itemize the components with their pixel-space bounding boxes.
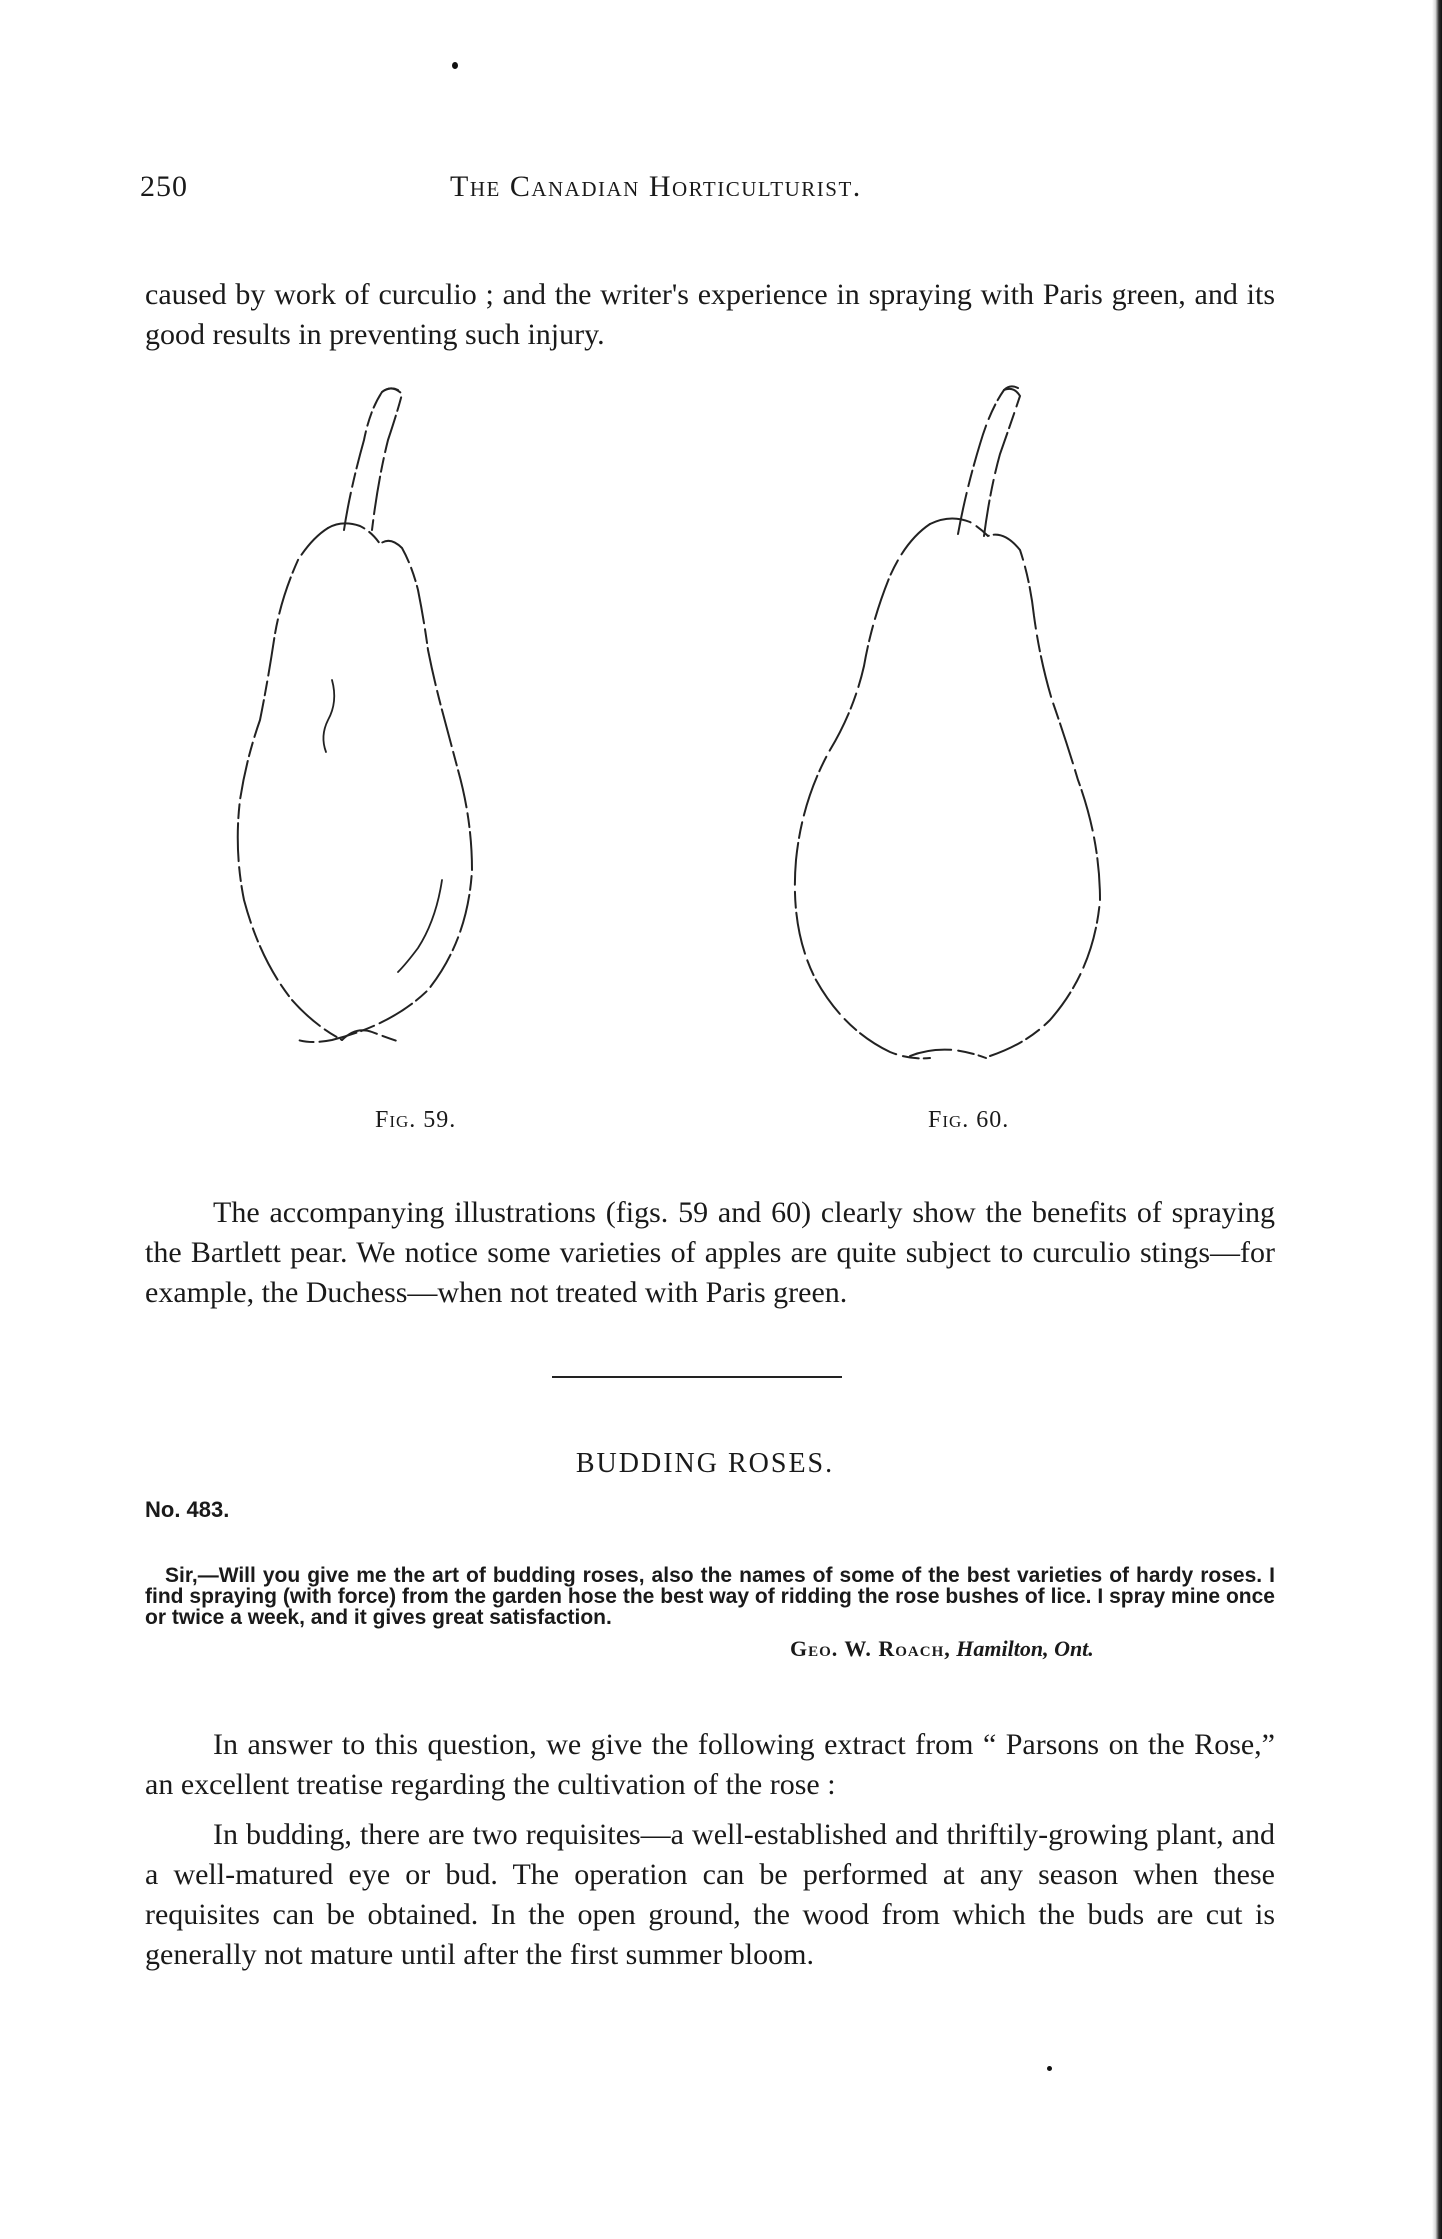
pear-figure-59 (232, 380, 632, 1080)
ink-speck (1047, 2066, 1052, 2071)
running-header (140, 170, 1270, 210)
figures-paragraph: The accompanying illustrations (figs. 59 and 60) clearly show the benefits of spraying the Bartlett pear. We notice some varieties of apples are quite subject to curculio stings—for example, the Duchess—when not treated with Paris green. (145, 1196, 1275, 1309)
figure-59-caption: Fig. 59. (375, 1107, 457, 1133)
section-title: BUDDING ROSES. (575, 1448, 835, 1479)
section-divider (552, 1376, 842, 1378)
running-title: The Canadian Horticulturist. (450, 170, 862, 203)
pear-figure-60 (760, 380, 1200, 1080)
signature-name: Geo. W. Roach, (790, 1636, 951, 1661)
letter-signature (790, 1636, 1094, 1662)
scan-binding-edge (1432, 0, 1442, 2239)
letter-number: No. 483. (145, 1497, 230, 1522)
figure-60-caption: Fig. 60. (928, 1107, 1010, 1133)
reader-letter: Sir,—Will you give me the art of budding roses, also the names of some of the best varieties of hardy roses. I find spraying (with force) from the garden hose the best way of ridding the rose bushes of lice. I spray mine once or twice a week, and it gives great satisfaction. (145, 1564, 1275, 1629)
signature-place: Hamilton, Ont. (956, 1636, 1094, 1661)
page-number: 250 (140, 170, 188, 203)
answer-paragraph: In answer to this question, we give the following extract from “ Parsons on the Rose,” an excellent treatise regarding the cultivation of the rose : (145, 1728, 1275, 1801)
intro-paragraph: caused by work of curculio ; and the writer's experience in spraying with Paris green, and its good results in preventing such injury. (145, 278, 1275, 351)
budding-paragraph: In budding, there are two requisites—a well-established and thriftily-growing plant, and a well-matured eye or bud. The operation can be performed at any season when these requisites can be obtained. In the open ground, the wood from which the buds are cut is generally not mature until after the first summer bloom. (145, 1818, 1275, 1971)
sprayed-pear-icon (760, 380, 1200, 1080)
curculio-damaged-pear-icon (232, 380, 632, 1080)
ink-speck (452, 62, 458, 69)
